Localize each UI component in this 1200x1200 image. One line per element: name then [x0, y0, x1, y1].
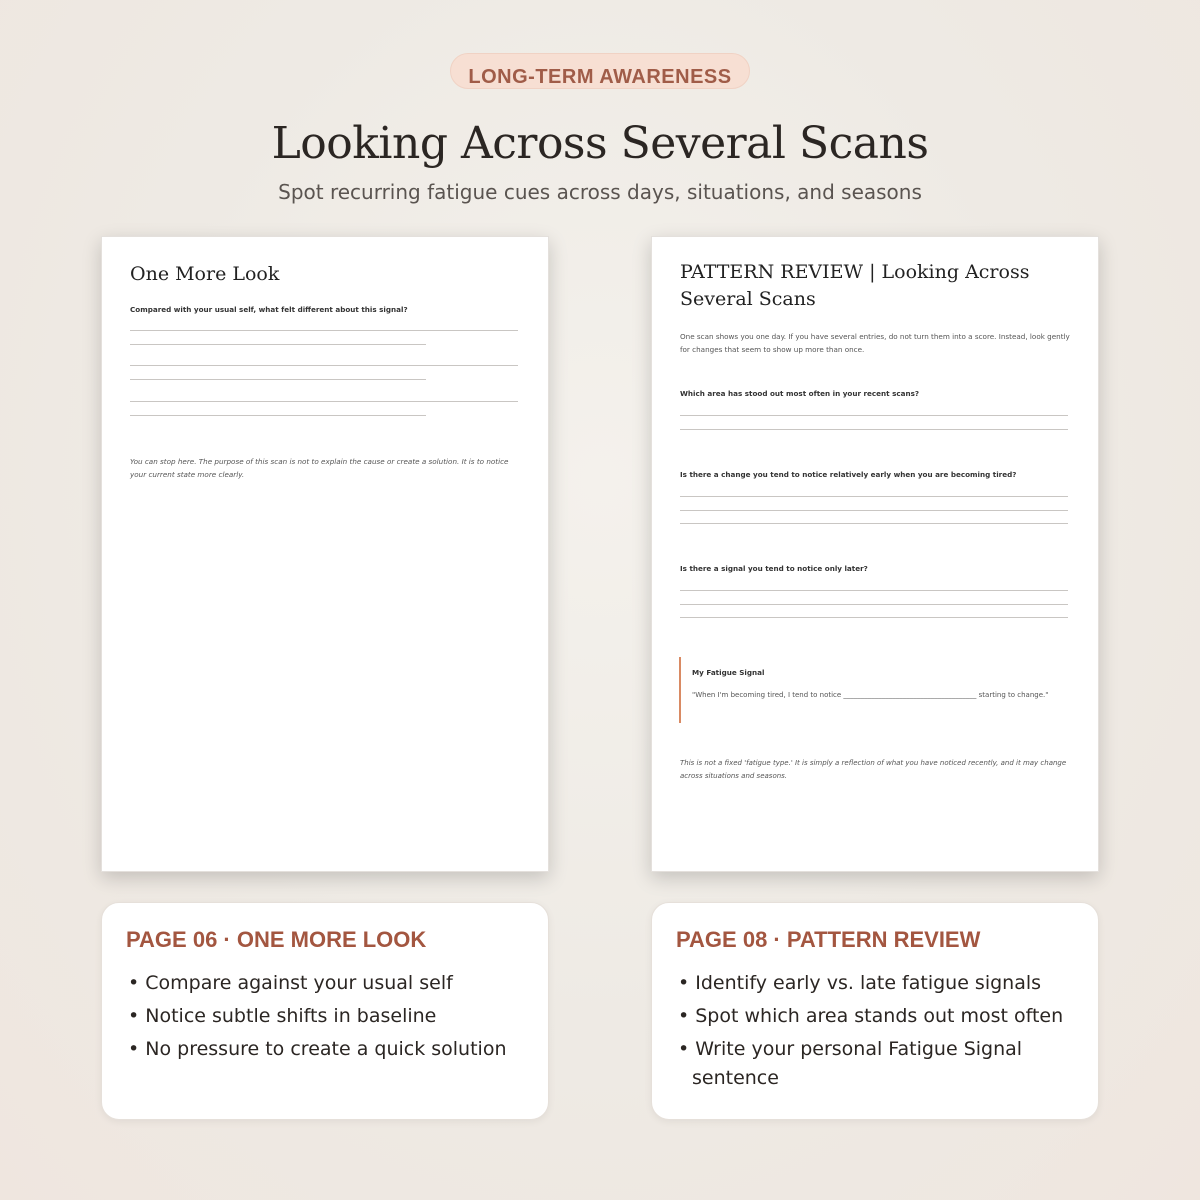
doc-title: One More Look: [130, 263, 280, 285]
answer-line: [680, 590, 1068, 591]
page-preview-pattern-review: [651, 236, 1099, 872]
closing-note: This is not a fixed 'fatigue type.' It is simply a reflection of what you have noticed recently, and it may change across situations and seasons.: [680, 759, 1067, 780]
answer-line: [130, 344, 426, 345]
answer-line: [130, 415, 426, 416]
callout-title: My Fatigue Signal: [692, 668, 765, 677]
list-item: • Identify early vs. late fatigue signals: [674, 969, 1084, 998]
answer-line: [130, 401, 518, 402]
list-item: • Write your personal Fatigue Signal sentence: [674, 1035, 1084, 1093]
answer-line: [680, 604, 1068, 605]
answer-line: [130, 330, 518, 331]
section-badge: LONG-TERM AWARENESS: [450, 53, 750, 89]
closing-note: You can stop here. The purpose of this scan is not to explain the cause or create a solution. It is to notice your current state more clearly.: [130, 457, 509, 479]
summary-card-page-08: [651, 902, 1099, 1120]
card-bullet-list: [674, 969, 1084, 1097]
card-bullet-list: [124, 969, 534, 1068]
list-item: • No pressure to create a quick solution: [124, 1035, 534, 1064]
question-text: Is there a signal you tend to notice only later?: [680, 564, 868, 573]
doc-title: PATTERN REVIEW | Looking Across Several Scans: [680, 261, 1030, 310]
callout-text: "When I'm becoming tired, I tend to notice ______________________________________ starting to change.": [692, 691, 1049, 699]
answer-line: [130, 379, 426, 380]
question-text: Compared with your usual self, what felt different about this signal?: [130, 305, 408, 314]
answer-line: [680, 415, 1068, 416]
answer-line: [680, 523, 1068, 524]
page-title: Looking Across Several Scans: [271, 118, 929, 169]
answer-line: [680, 510, 1068, 511]
page-subtitle: Spot recurring fatigue cues across days, situations, and seasons: [278, 180, 922, 204]
card-heading: PAGE 06 · ONE MORE LOOK: [126, 927, 427, 952]
intro-text: One scan shows you one day. If you have several entries, do not turn them into a score. Instead, look gently for changes that seem to show up more than once.: [680, 332, 1070, 354]
callout-accent-bar: [679, 657, 681, 723]
answer-line: [680, 496, 1068, 497]
answer-line: [680, 617, 1068, 618]
list-item: • Notice subtle shifts in baseline: [124, 1002, 534, 1031]
question-text: Is there a change you tend to notice relatively early when you are becoming tired?: [680, 470, 1017, 479]
answer-line: [130, 365, 518, 366]
page-preview-one-more-look: [101, 236, 549, 872]
card-heading: PAGE 08 · PATTERN REVIEW: [676, 927, 981, 952]
question-text: Which area has stood out most often in your recent scans?: [680, 389, 920, 398]
answer-line: [680, 429, 1068, 430]
summary-card-page-06: [101, 902, 549, 1120]
list-item: • Compare against your usual self: [124, 969, 534, 998]
list-item: • Spot which area stands out most often: [674, 1002, 1084, 1031]
